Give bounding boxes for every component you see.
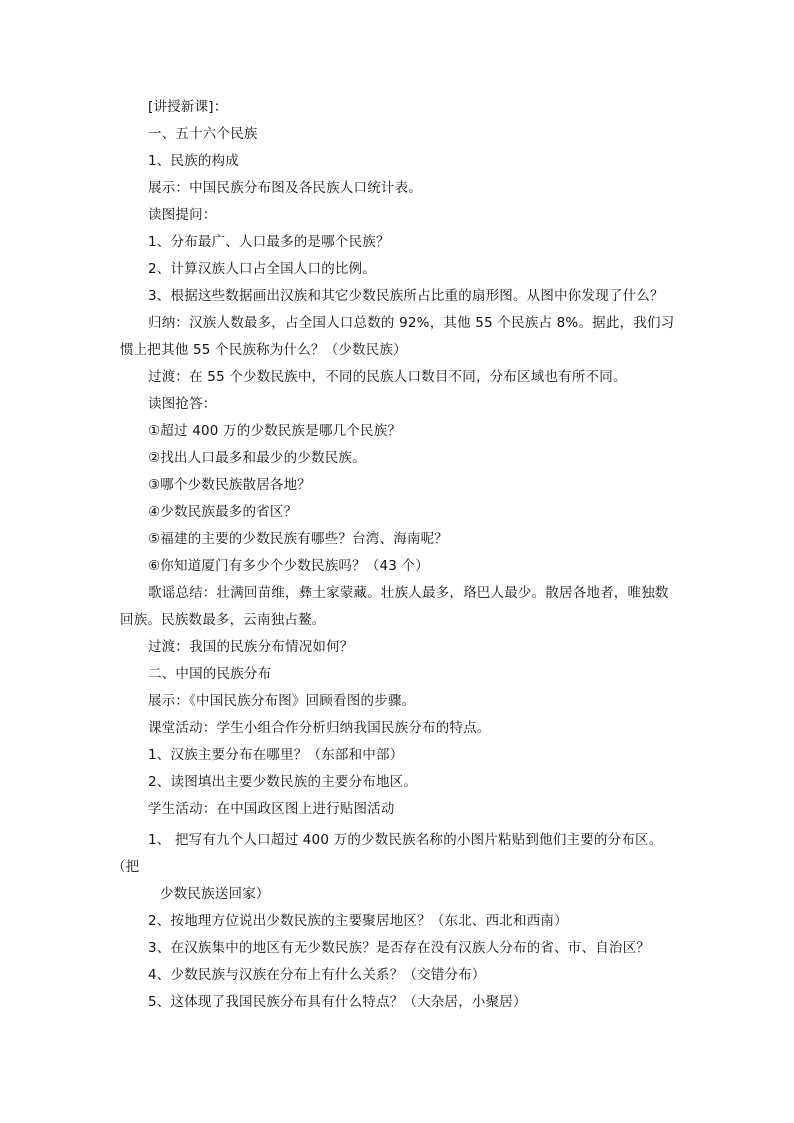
paragraph-line: 展示：《中国民族分布图》回顾看图的步骤。 [148, 693, 416, 709]
paragraph-line-continued: 惯上把其他 55 个民族称为什么？（少数民族） [120, 342, 407, 358]
paragraph-line: 过渡：在 55 个少数民族中，不同的民族人口数目不同，分布区域也有所不同。 [148, 369, 627, 385]
question-line: 2、读图填出主要少数民族的主要分布地区。 [148, 774, 418, 790]
question-line: 4、少数民族与汉族在分布上有什么关系？（交错分布） [148, 967, 486, 983]
question-line: 1、分布最广、人口最多的是哪个民族？ [148, 234, 390, 250]
paragraph-line-continued: 回族。民族数最多，云南独占鳌。 [120, 612, 326, 628]
paragraph-line: 课堂活动：学生小组合作分析归纳我国民族分布的特点。 [148, 720, 491, 736]
activity-line-continued: 少数民族送回家） [160, 886, 270, 902]
paragraph-line: 读图抢答： [148, 396, 217, 412]
activity-line: 1、 把写有九个人口超过 400 万的少数民族名称的小图片粘贴到他们主要的分布区。 [148, 832, 663, 848]
paragraph-line: 学生活动：在中国政区图上进行贴图活动 [148, 801, 395, 817]
question-line: ③哪个少数民族散居各地？ [148, 477, 312, 493]
paragraph-line: 展示：中国民族分布图及各民族人口统计表。 [148, 180, 422, 196]
heading-2: 二、中国的民族分布 [148, 666, 272, 682]
paragraph-line: 读图提问： [148, 207, 217, 223]
heading-1: 一、五十六个民族 [148, 126, 258, 142]
paragraph-line: 歌谣总结：壮满回苗维，彝土家蒙藏。壮族人最多，珞巴人最少。散居各地者，唯独数 [148, 585, 669, 601]
question-line: 3、根据这些数据画出汉族和其它少数民族所占比重的扇形图。从图中你发现了什么？ [148, 288, 664, 304]
paragraph-line: 过渡：我国的民族分布情况如何？ [148, 639, 354, 655]
question-line: ①超过 400 万的少数民族是哪几个民族？ [148, 423, 402, 439]
question-line: ⑥你知道厦门有多少个少数民族吗？（43 个） [148, 558, 429, 574]
question-line: 5、这体现了我国民族分布具有什么特点？（大杂居，小聚居） [148, 994, 527, 1010]
question-line: ②找出人口最多和最少的少数民族。 [148, 450, 366, 466]
question-line: ④少数民族最多的省区？ [148, 504, 298, 520]
section-header: [讲授新课]： [148, 99, 228, 115]
subheading: 1、民族的构成 [148, 153, 239, 169]
question-line: ⑤福建的主要的少数民族有哪些？台湾、海南呢？ [148, 531, 449, 547]
question-line: 3、在汉族集中的地区有无少数民族？是否存在没有汉族人分布的省、市、自治区？ [148, 940, 650, 956]
activity-line-continued: （把 [112, 859, 140, 875]
paragraph-line: 归纳：汉族人数最多，占全国人口总数的 92%，其他 55 个民族占 8%。据此，我们习 [148, 315, 675, 331]
question-line: 2、计算汉族人口占全国人口的比例。 [148, 261, 376, 277]
question-line: 2、按地理方位说出少数民族的主要聚居地区？（东北、西北和西南） [148, 913, 568, 929]
question-line: 1、汉族主要分布在哪里？（东部和中部） [148, 747, 404, 763]
